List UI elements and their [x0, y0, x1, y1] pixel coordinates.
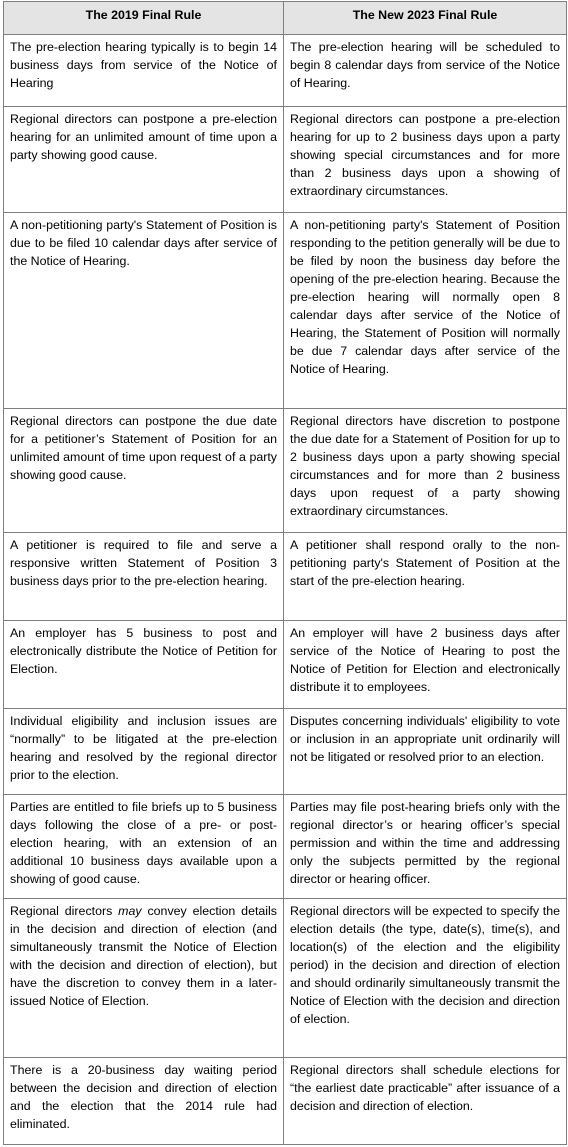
cell-2019-rule: An employer has 5 business to post and electronically distribute the Notice of Petition for Election. [4, 621, 284, 709]
cell-2023-rule: Parties may file post-hearing briefs only with the regional director’s or hearing officer’s special permission and within the time and addressing only the subjects permitted by the regional director or hearing officer. [284, 795, 567, 899]
table-row [4, 621, 567, 709]
emphasized-word: may [118, 904, 142, 918]
cell-2023-rule: Regional directors shall schedule elections for “the earliest date practicable” after issuance of a decision and direction of election. [284, 1058, 567, 1145]
cell-2019-rule: Individual eligibility and inclusion issues are “normally” to be litigated at the pre-election hearing and resolved by the regional director prior to the election. [4, 709, 284, 795]
cell-2023-rule: Regional directors can postpone a pre-election hearing for up to 2 business days upon a party showing special circumstances and for more than 2 business days upon a showing of extraordinary circumstances. [284, 107, 567, 213]
cell-2019-rule: A non-petitioning party's Statement of Position is due to be filed 10 calendar days after service of the Notice of Hearing. [4, 213, 284, 409]
cell-2019-rule: Parties are entitled to file briefs up to 5 business days following the close of a pre- or post-election hearing, with an extension of an additional 10 business days available upon a showing of good cause. [4, 795, 284, 899]
cell-2023-rule: The pre-election hearing will be scheduled to begin 8 calendar days from service of the Notice of Hearing. [284, 35, 567, 107]
table-row [4, 709, 567, 795]
rule-comparison-table [3, 1, 567, 1145]
table-row [4, 533, 567, 621]
cell-2019-rule: Regional directors can postpone the due date for a petitioner’s Statement of Position for an unlimited amount of time upon request of a party showing good cause. [4, 409, 284, 533]
table-row [4, 35, 567, 107]
cell-2019-rule: Regional directors can postpone a pre-election hearing for an unlimited amount of time upon a party showing good cause. [4, 107, 284, 213]
cell-2019-rule: A petitioner is required to file and serve a responsive written Statement of Position 3 business days prior to the pre-election hearing. [4, 533, 284, 621]
cell-2019-rule [4, 899, 284, 1058]
cell-2023-rule: An employer will have 2 business days after service of the Notice of Hearing to post the Notice of Petition for Election and electronically distribute it to employees. [284, 621, 567, 709]
header-2023-rule: The New 2023 Final Rule [284, 2, 567, 35]
cell-2023-rule: Disputes concerning individuals' eligibility to vote or inclusion in an appropriate unit ordinarily will not be litigated or resolved prior to an election. [284, 709, 567, 795]
header-2019-rule: The 2019 Final Rule [4, 2, 284, 35]
cell-text-after-emphasis: convey election details in the decision and direction of election (and simultaneously transmit the Notice of Election with the decision and direction of election), but have the discretion to convey them in a later-issued Notice of Election. [10, 904, 277, 1008]
cell-2019-rule: The pre-election hearing typically is to begin 14 business days from service of the Notice of Hearing [4, 35, 284, 107]
header-row [4, 2, 567, 35]
cell-2023-rule: A non-petitioning party's Statement of Position responding to the petition generally will be due to be filed by noon the business day before the opening of the pre-election hearing. Because the pre-election hearing will normally open 8 calendar days after service of the Notice of Hearing, the Statement of Position will normally be due 7 calendar days after service of the Notice of Hearing. [284, 213, 567, 409]
cell-2023-rule: Regional directors have discretion to postpone the due date for a Statement of Position for up to 2 business days upon a party showing special circumstances and for more than 2 business days upon request of a party showing extraordinary circumstances. [284, 409, 567, 533]
table-row [4, 899, 567, 1058]
table-row [4, 409, 567, 533]
table-row [4, 107, 567, 213]
table-row [4, 795, 567, 899]
cell-2023-rule: A petitioner shall respond orally to the non-petitioning party's Statement of Position at the start of the pre-election hearing. [284, 533, 567, 621]
cell-2019-rule: There is a 20-business day waiting period between the decision and direction of election and the election that the 2014 rule had eliminated. [4, 1058, 284, 1145]
cell-2023-rule: Regional directors will be expected to specify the election details (the type, date(s), time(s), and location(s) of the election and the eligibility period) in the decision and direction of election and should ordinarily simultaneously transmit the Notice of Election with the decision and direction of election. [284, 899, 567, 1058]
table-row [4, 1058, 567, 1145]
cell-text-before-emphasis: Regional directors [10, 904, 119, 918]
table-row [4, 213, 567, 409]
